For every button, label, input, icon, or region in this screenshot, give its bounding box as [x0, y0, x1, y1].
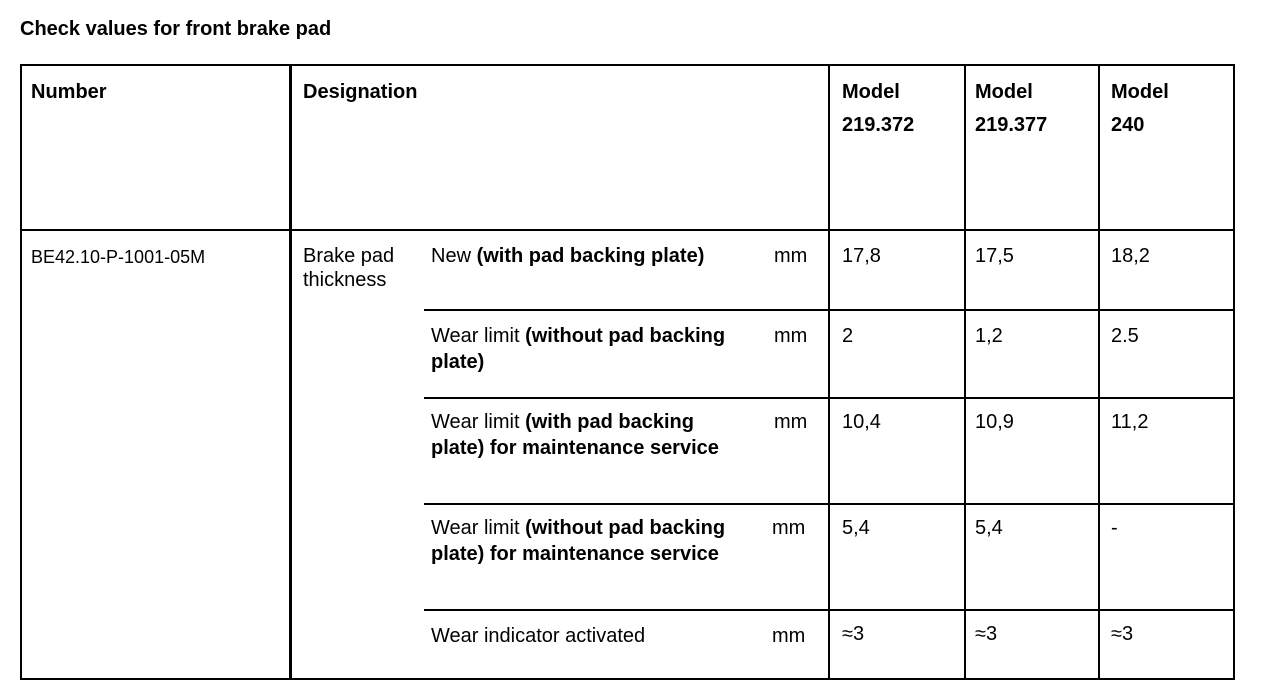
header-number: Number: [31, 81, 107, 103]
row-4-value-3: -: [1111, 517, 1118, 539]
row-4-description: [431, 515, 731, 567]
row-1-unit: mm: [774, 245, 808, 267]
row-3-description: [431, 409, 741, 461]
number-value: BE42.10-P-1001-05M: [31, 247, 206, 267]
row-3-unit: mm: [774, 411, 808, 433]
header-model-3-line1: Model: [1111, 81, 1169, 103]
row-2-unit: mm: [774, 325, 808, 347]
column-divider: [1098, 66, 1100, 678]
row-2-bold: (without pad backing plate): [431, 325, 726, 373]
row-5-value-2: ≈3: [975, 623, 998, 645]
column-divider: [828, 66, 830, 678]
row-3-bold-2: for maintenance service: [484, 437, 719, 459]
row-divider: [424, 503, 1233, 505]
row-1-description: [431, 243, 761, 269]
row-5-value-1: ≈3: [842, 623, 865, 645]
page-title: Check values for front brake pad: [20, 18, 332, 40]
row-4-unit: mm: [772, 517, 806, 539]
row-1-value-3: 18,2: [1111, 245, 1150, 267]
column-divider: [289, 66, 292, 678]
row-3-bold: (with pad backing plate): [431, 411, 694, 459]
row-2-value-3: 2.5: [1111, 325, 1139, 347]
row-3-value-1: 10,4: [842, 411, 881, 433]
row-1-value-1: 17,8: [842, 245, 881, 267]
row-1-value-2: 17,5: [975, 245, 1014, 267]
row-divider: [424, 397, 1233, 399]
row-3-value-3: 11,2: [1111, 411, 1149, 433]
row-5-unit: mm: [772, 625, 806, 647]
check-values-table: [20, 64, 1235, 680]
row-4-bold: (without pad backing plate) for maintenance service: [431, 517, 726, 565]
row-4-plain: Wear limit: [431, 517, 526, 539]
row-4-value-2: 5,4: [975, 517, 1003, 539]
row-3-plain: Wear limit: [431, 411, 526, 433]
row-1-plain: New: [431, 245, 477, 267]
row-2-description: [431, 323, 731, 375]
header-divider: [22, 229, 1233, 231]
row-5-plain: Wear indicator activated: [431, 625, 646, 647]
row-2-value-1: 2: [842, 325, 854, 347]
header-model-3: [1111, 76, 1169, 142]
row-2-value-2: 1,2: [975, 325, 1003, 347]
header-model-2-line1: Model: [975, 81, 1033, 103]
row-1-bold: (with pad backing plate): [476, 245, 705, 267]
header-model-1-line1: Model: [842, 81, 900, 103]
header-model-2-line2: 219.377: [975, 114, 1048, 136]
header-model-1: [842, 76, 914, 142]
row-divider: [424, 609, 1233, 611]
row-divider: [424, 309, 1233, 311]
column-divider: [964, 66, 966, 678]
row-3-value-2: 10,9: [975, 411, 1014, 433]
header-model-3-line2: 240: [1111, 114, 1145, 136]
row-2-plain: Wear limit: [431, 325, 526, 347]
row-4-value-1: 5,4: [842, 517, 870, 539]
header-model-1-line2: 219.372: [842, 114, 915, 136]
header-designation: Designation: [303, 81, 418, 103]
row-5-description: [431, 623, 761, 649]
header-model-2: [975, 76, 1047, 142]
row-5-value-3: ≈3: [1111, 623, 1134, 645]
designation-main: Brake pad thickness: [303, 245, 395, 291]
